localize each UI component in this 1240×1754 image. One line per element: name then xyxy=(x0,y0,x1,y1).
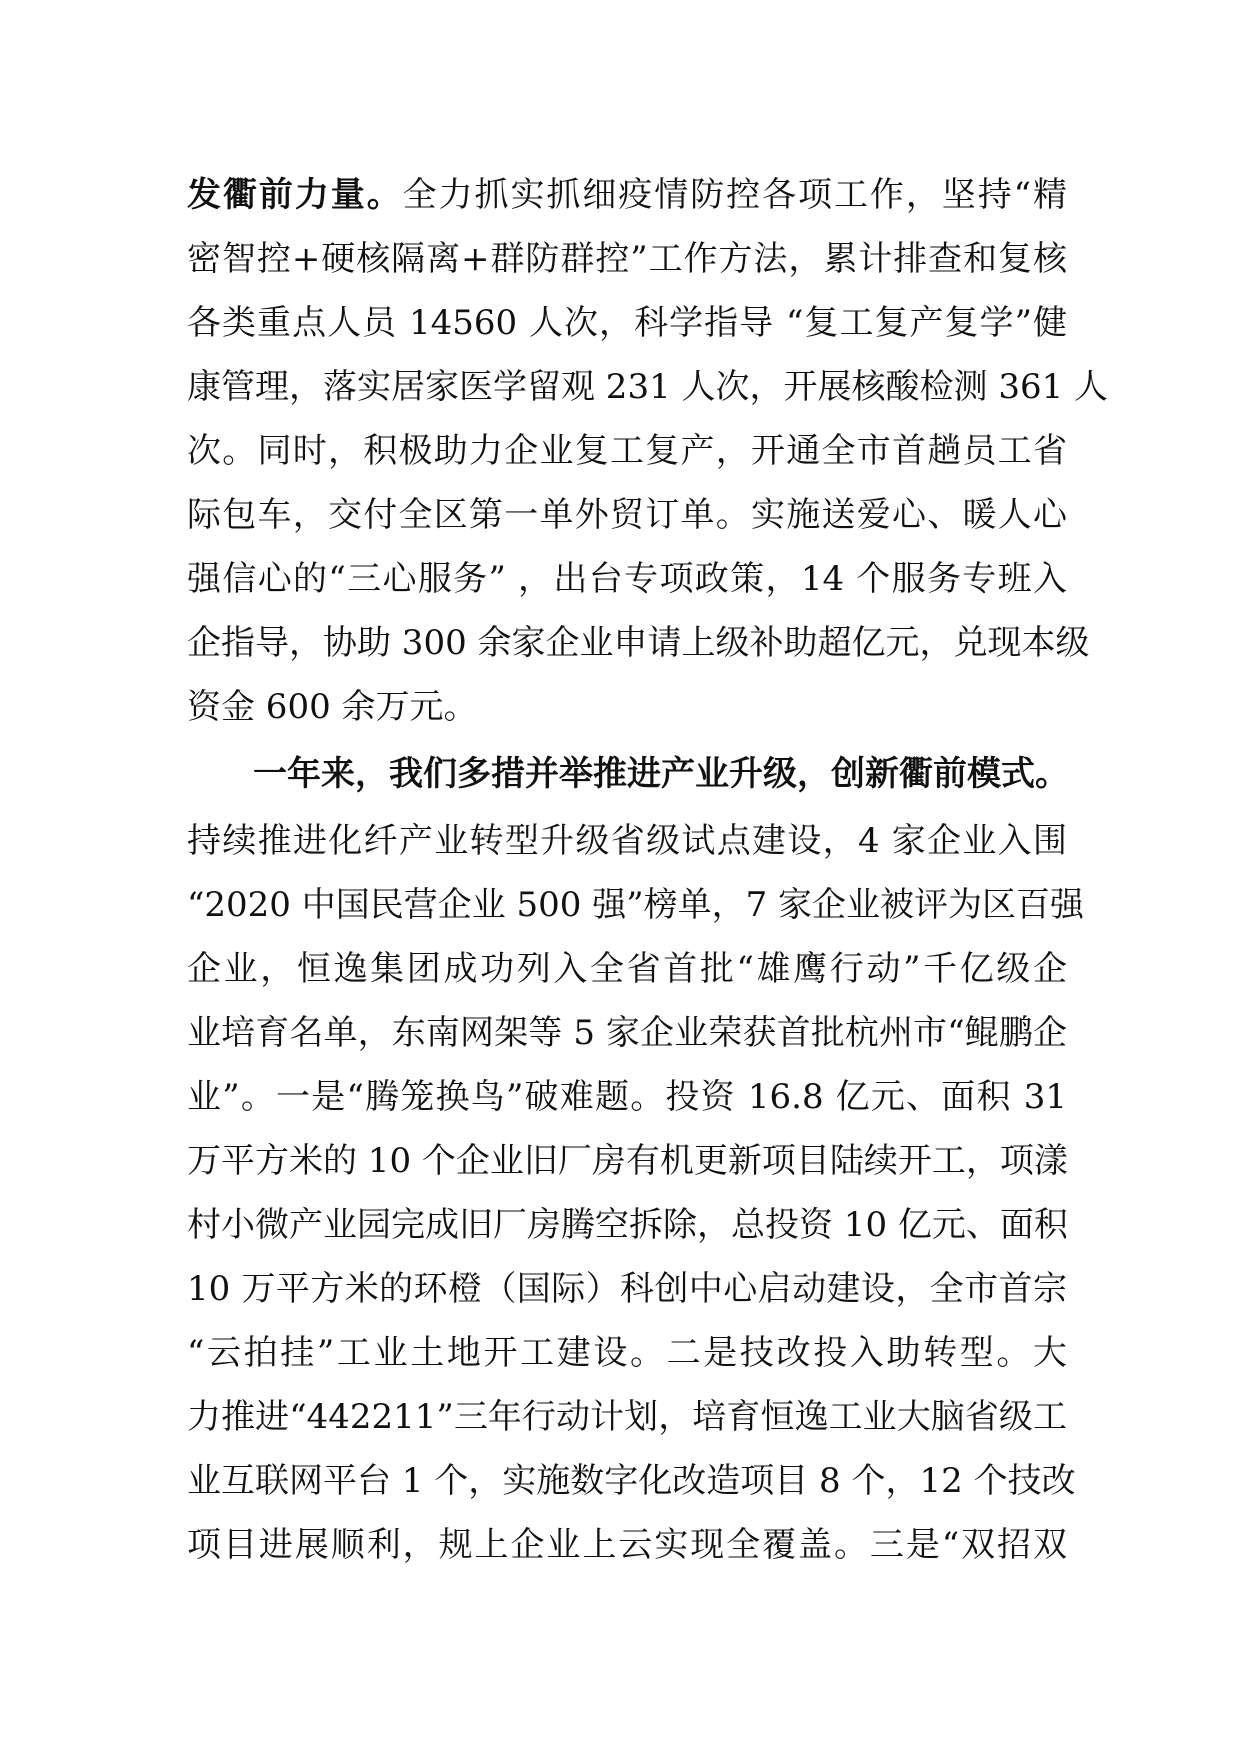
paragraph-2-line-2: “2020 中国民营企业 500 强”榜单，7 家企业被评为区百强 xyxy=(187,885,1085,925)
paragraph-1-line-8: 企指导，协助 300 余家企业申请上级补助超亿元，兑现本级 xyxy=(187,623,1090,663)
paragraph-2-line-10: 力推进“442211”三年行动计划，培育恒逸工业大脑省级工 xyxy=(187,1397,1067,1437)
paragraph-1-line-3: 各类重点人员 14560 人次，科学指导 “复工复产复学”健 xyxy=(187,303,1067,343)
paragraph-1-line-7: 强信心的“三心服务” ，出台专项政策，14 个服务专班入 xyxy=(187,559,1067,599)
paragraph-2-line-11: 业互联网平台 1 个，实施数字化改造项目 8 个，12 个技改 xyxy=(187,1461,1076,1501)
paragraph-2-line-8: 10 万平方米的环橙（国际）科创中心启动建设，全市首宗 xyxy=(187,1269,1067,1309)
paragraph-2-line-5: 业”。一是“腾笼换鸟”破难题。投资 16.8 亿元、面积 31 xyxy=(187,1077,1067,1117)
paragraph-1-lead-bold: 发衢前力量。 xyxy=(187,175,403,215)
paragraph-1-line-4: 康管理，落实居家医学留观 231 人次，开展核酸检测 361 人 xyxy=(187,367,1109,407)
paragraph-2-line-3: 企业，恒逸集团成功列入全省首批“雄鹰行动”千亿级企 xyxy=(187,949,1067,989)
paragraph-2-heading: 一年来，我们多措并举推进产业升级，创新衢前模式。 xyxy=(253,754,1069,794)
paragraph-2-line-9: “云拍挂”工业土地开工建设。二是技改投入助转型。大 xyxy=(187,1333,1067,1373)
paragraph-1-line-6: 际包车，交付全区第一单外贸订单。实施送爱心、暖人心 xyxy=(187,495,1067,535)
paragraph-1-line-1-text: 全力抓实抓细疫情防控各项工作，坚持“精 xyxy=(402,175,1067,215)
paragraph-1-line-9: 资金 600 余万元。 xyxy=(187,687,478,727)
paragraph-2-line-6: 万平方米的 10 个企业旧厂房有机更新项目陆续开工，项漾 xyxy=(187,1141,1068,1181)
paragraph-2-line-1: 持续推进化纤产业转型升级省级试点建设，4 家企业入围 xyxy=(187,821,1067,861)
paragraph-2-line-12: 项目进展顺利，规上企业上云实现全覆盖。三是“双招双 xyxy=(187,1525,1067,1565)
paragraph-1-line-5: 次。同时，积极助力企业复工复产，开通全市首趟员工省 xyxy=(187,431,1067,471)
paragraph-1-line-1 xyxy=(187,163,1067,227)
paragraph-1-line-2: 密智控+硬核隔离+群防群控”工作方法，累计排查和复核 xyxy=(187,239,1067,279)
paragraph-2-line-7: 村小微产业园完成旧厂房腾空拆除，总投资 10 亿元、面积 xyxy=(187,1205,1068,1245)
paragraph-2-line-4: 业培育名单，东南网架等 5 家企业荣获首批杭州市“鲲鹏企 xyxy=(187,1013,1067,1053)
